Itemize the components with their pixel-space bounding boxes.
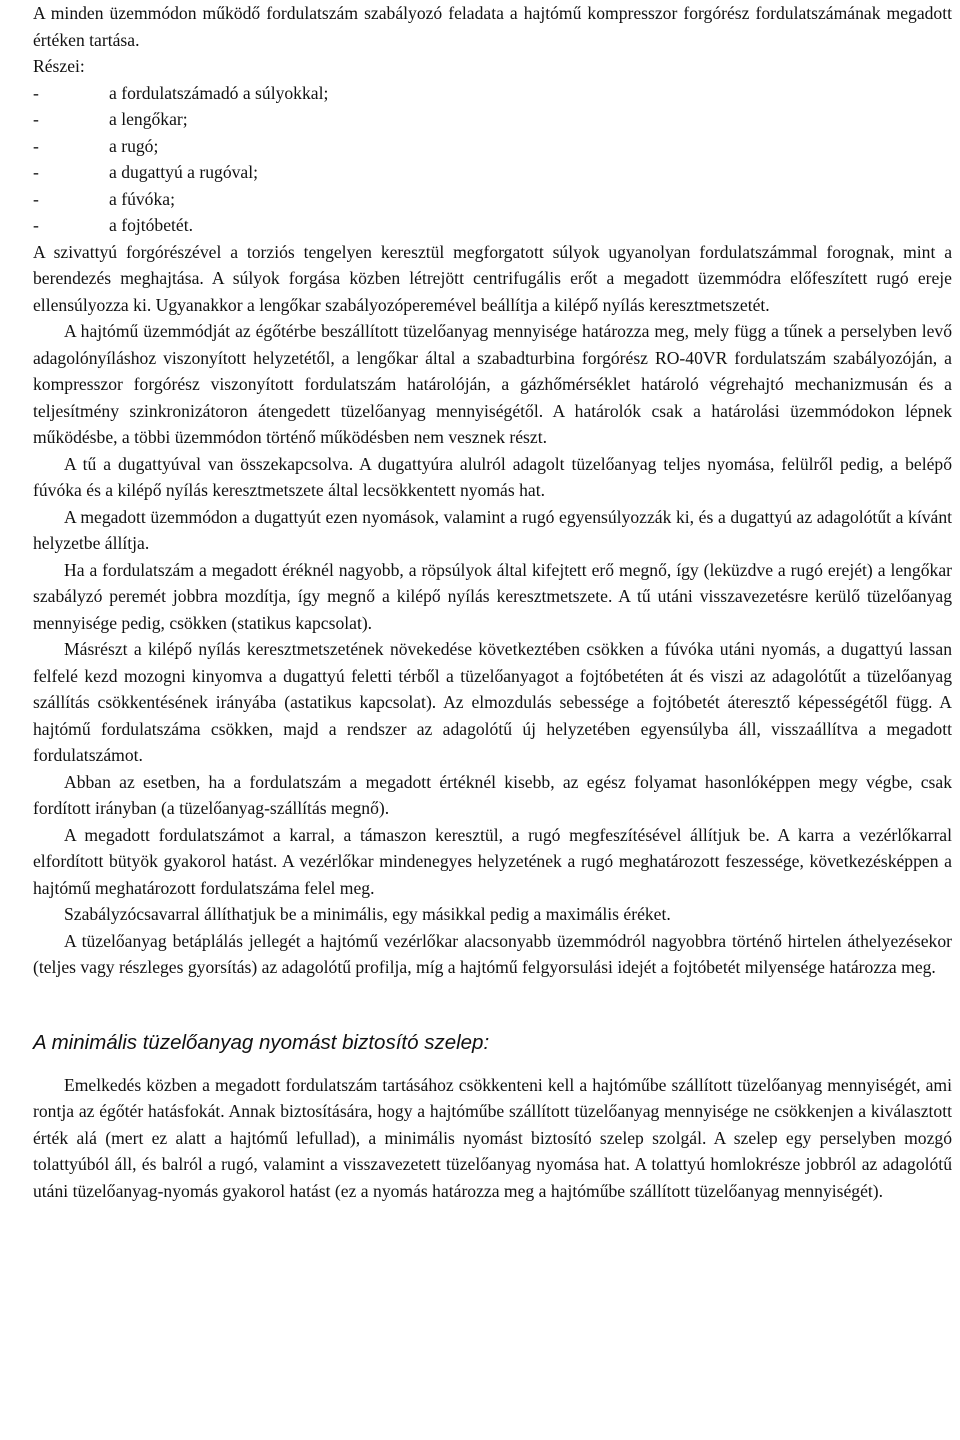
body-paragraph: A tüzelőanyag betáplálás jellegét a hajtómű vezérlőkar alacsonyabb üzemmódról nagyobbra történő hirtelen áthelyezésekor (teljes vagy részleges gyorsítás) az adagolótű profilja, míg a hajtómű felgyorsulási idejét a fojtóbetét milyensége határozza meg.: [33, 930, 952, 977]
list-item-text: a dugattyú a rugóval;: [109, 162, 259, 182]
list-dash: -: [33, 109, 39, 129]
body-paragraph: Abban az esetben, ha a fordulatszám a megadott értéknél kisebb, az egész folyamat hasonlóképpen megy végbe, csak fordított irányban (a tüzelőanyag-szállítás megnő).: [33, 771, 952, 818]
list-dash: -: [33, 82, 39, 103]
intro-paragraph: A minden üzemmódon működő fordulatszám szabályozó feladata a hajtómű kompresszor forgórész fordulatszámának megadott értéken tartása.: [33, 3, 952, 50]
body-paragraph: Szabályzócsavarral állíthatjuk be a minimális, egy másikkal pedig a maximális éréket.: [64, 904, 671, 924]
list-dash: -: [33, 215, 39, 235]
list-item-text: a fúvóka;: [109, 188, 175, 209]
parts-list: [33, 80, 952, 239]
section-heading: A minimális tüzelőanyag nyomást biztosító szelep:: [33, 1030, 490, 1054]
body-paragraph: A megadott fordulatszámot a karral, a támaszon keresztül, a rugó megfeszítésével állítjuk be. A karra a vezérlőkarral elfordított bütyök gyakorol hatást. A vezérlőkar mindenegyes helyzetének a rugó meghatározott feszessége, következésképpen a hajtómű meghatározott fordulatszáma felel meg.: [33, 824, 952, 898]
list-item: [33, 133, 952, 160]
list-item-text: a fordulatszámadó a súlyokkal;: [109, 82, 329, 103]
list-item: [33, 159, 952, 186]
list-item: [33, 212, 952, 239]
list-item-text: a fojtóbetét.: [109, 215, 194, 235]
body-paragraph: Ha a fordulatszám a megadott éréknél nagyobb, a röpsúlyok által kifejtett erő megnő, így (leküzdve a rugó erejét) a lengőkar szabályzó peremét jobbra mozdítja, így megnő a kilépő nyílás keresztmetszete. A tű utáni visszavezetésre kerülő tüzelőanyag mennyisége pedig, csökken (statikus kapcsolat).: [33, 559, 952, 633]
body-paragraph: A szivattyú forgórészével a torziós tengelyen keresztül megforgatott súlyok ugyanolyan fordulatszámmal forognak, mint a berendezés meghajtása. A súlyok forgása közben létrejött centrifugális erőt a megadott üzemmódra előfeszített rugó ereje ellensúlyozza ki. Ugyanakkor a lengőkar szabályozóperemével beállítja a kilépő nyílás keresztmetszetét.: [33, 241, 952, 315]
list-item-text: a rugó;: [109, 135, 159, 156]
list-dash: -: [33, 188, 39, 209]
list-dash: -: [33, 162, 39, 182]
list-item: [33, 186, 952, 213]
list-item-text: a lengőkar;: [109, 109, 188, 129]
body-paragraph: A tű a dugattyúval van összekapcsolva. A dugattyúra alulról adagolt tüzelőanyag teljes nyomása, felülről pedig, a belépő fúvóka és a kilépő nyílás keresztmetszete által lecsökkentett nyomás hat.: [33, 453, 952, 500]
list-item: [33, 80, 952, 107]
section-paragraph: Emelkedés közben a megadott fordulatszám tartásához csökkenteni kell a hajtóműbe szállított tüzelőanyag mennyiségét, ami rontja az égőtér hatásfokát. Annak biztosítására, hogy a hajtóműbe szállított tüzelőanyag mennyisége ne csökkenjen a kiválasztott érték alá (mert ez alatt a hajtómű lefullad), a minimális nyomást biztosító szelep szolgál. A szelep egy perselyben mozgó tolattyúból áll, és balról a rugó, valamint a visszavezetett tüzelőanyag nyomása hat. A tolattyú homlokrésze jobbról az adagolótű utáni tüzelőanyag-nyomás gyakorol hatást (ez a nyomás határozza meg a hajtóműbe szállított tüzelőanyag mennyiségét).: [33, 1074, 952, 1201]
parts-label: Részei:: [33, 56, 85, 76]
body-paragraph: A hajtómű üzemmódját az égőtérbe beszállított tüzelőanyag mennyisége határozza meg, mely függ a tűnek a perselyben levő adagolónyíláshoz viszonyított helyzetétől, a lengőkar által a szabadturbina forgórész RO-40VR fordulatszám szabályozóján, a kompresszor forgórész viszonyított fordulatszám határolóján, a gázhőmérséklet határoló végrehajtó mechanizmusán és a teljesítmény szinkronizátoron átengedett tüzelőanyag mennyiségétől. A határolók csak a határolási üzemmódokon lépnek működésbe, a többi üzemmódon történő működésben nem vesznek részt.: [33, 321, 952, 447]
list-dash: -: [33, 135, 39, 156]
list-item: [33, 106, 952, 133]
body-paragraph: A megadott üzemmódon a dugattyút ezen nyomások, valamint a rugó egyensúlyozzák ki, és a dugattyú az adagolótűt a kívánt helyzetbe állítja.: [33, 506, 952, 553]
body-paragraph: Másrészt a kilépő nyílás keresztmetszetének növekedése következtében csökken a fúvóka utáni nyomás, a dugattyú lassan felfelé kezd mozogni kinyomva a dugattyú feletti térből a tüzelőanyagot a fojtóbetéten át és viszi az adagolótűt a tüzelőanyag szállítás csökkentésének irányába (astatikus kapcsolat). Az elmozdulás sebessége a fojtóbetét áteresztő képességétől függ. A hajtómű fordulatszáma csökken, majd a rendszer az adagolótű új helyzetében egyensúlyba áll, visszaállítva a megadott fordulatszámot.: [33, 639, 952, 765]
